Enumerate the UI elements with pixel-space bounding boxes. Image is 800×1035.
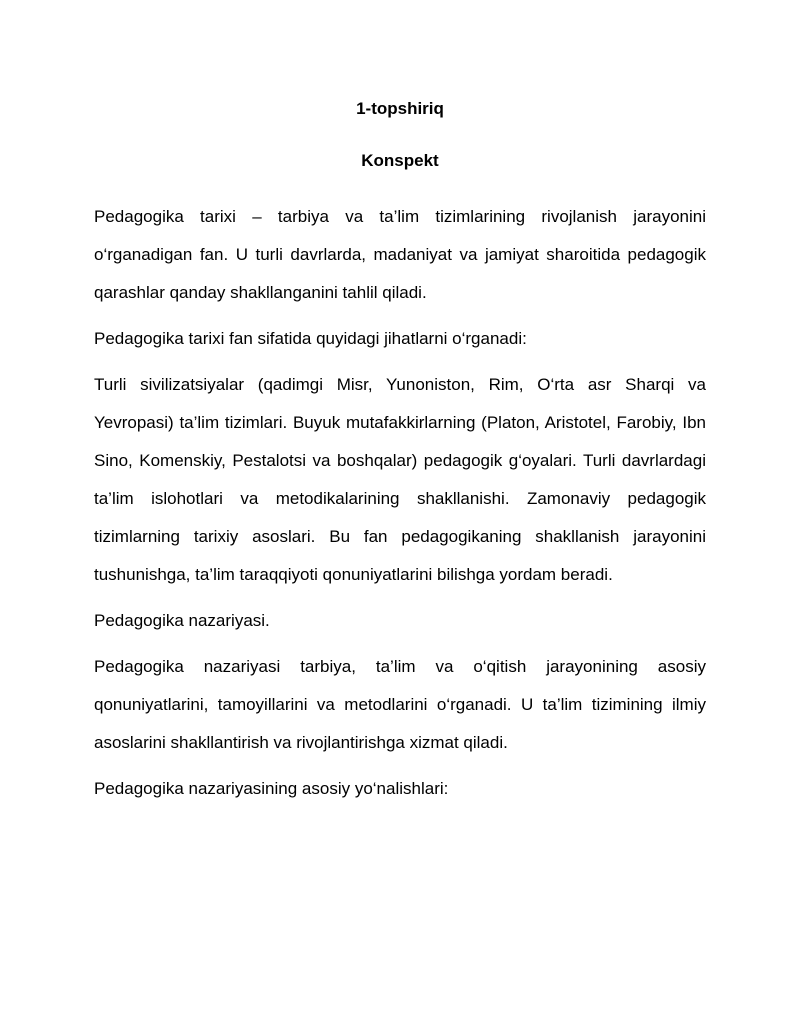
document-body <box>94 94 706 816</box>
paragraph-aspects: Turli sivilizatsiyalar (qadimgi Misr, Yunoniston, Rim, O‘rta asr Sharqi va Yevropasi) ta’lim tizimlari. Buyuk mutafakkirlarning (Platon, Aristotel, Farobiy, Ibn Sino, Komenskiy, Pestalotsi va boshqalar) pedagogik g‘oyalari. Turli davrlardagi ta’lim islohotlari va metodikalarining shakllanishi. Zamonaviy pedagogik tizimlarning tarixiy asoslari. Bu fan pedagogikaning shakllanish jarayonini tushunishga, ta’lim taraqqiyoti qonuniyatlarini bilishga yordam beradi. <box>94 375 706 584</box>
paragraph-theory-heading: Pedagogika nazariyasi. <box>94 611 270 630</box>
paragraph-theory: Pedagogika nazariyasi tarbiya, ta’lim va o‘qitish jarayonining asosiy qonuniyatlarini, tamoyillarini va metodlarini o‘rganadi. U ta’lim tizimining ilmiy asoslarini shakllantirish va rivojlantirishga xizmat qiladi. <box>94 657 706 752</box>
paragraph-intro: Pedagogika tarixi – tarbiya va ta’lim tizimlarining rivojlanish jarayonini o‘rganadigan fan. U turli davrlarda, madaniyat va jamiyat sharoitida pedagogik qarashlar qanday shakllanganini tahlil qiladi. <box>94 207 706 302</box>
page-title: 1-topshiriq <box>356 99 444 118</box>
paragraph-aspects-lead: Pedagogika tarixi fan sifatida quyidagi jihatlarni o‘rganadi: <box>94 329 527 348</box>
page-subtitle: Konspekt <box>361 151 439 170</box>
paragraph-directions-lead: Pedagogika nazariyasining asosiy yo‘nalishlari: <box>94 779 449 798</box>
